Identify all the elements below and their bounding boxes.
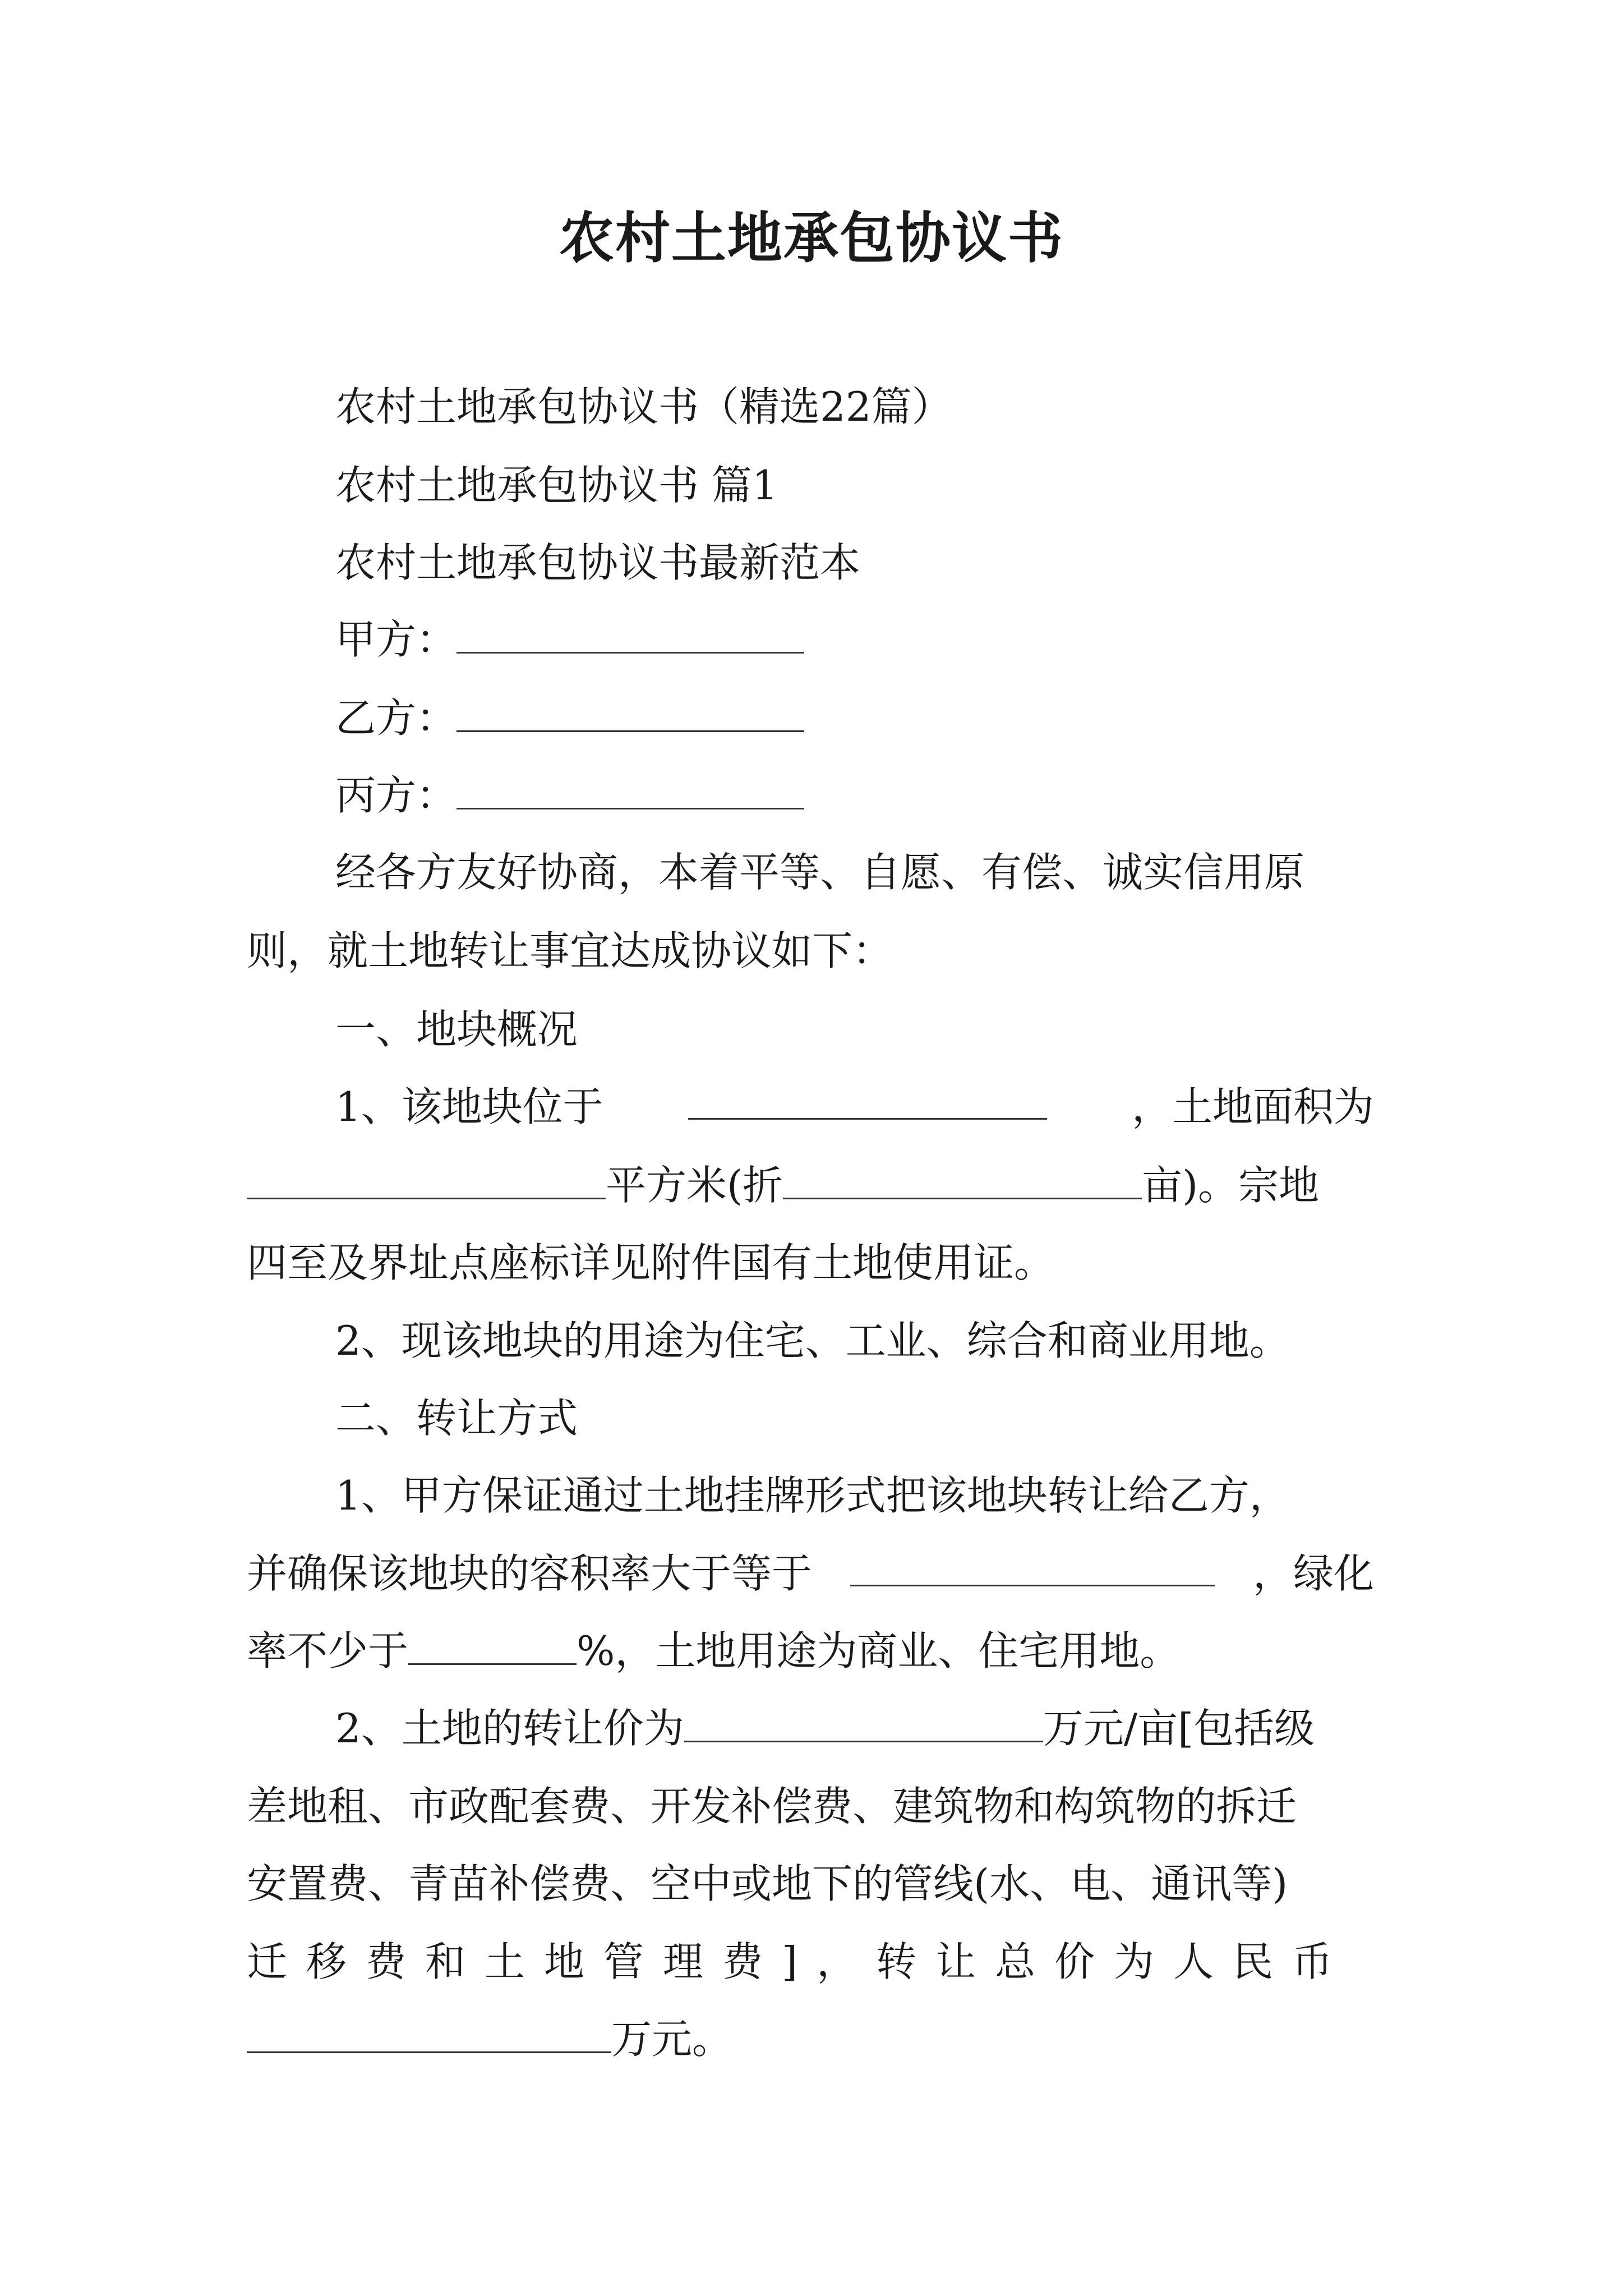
s2-item1-line-3 bbox=[247, 1623, 1374, 1679]
party-b-blank bbox=[457, 691, 804, 732]
s2-item2-text-a: 2、土地的转让价为 bbox=[335, 1705, 684, 1752]
s1-item2: 2、现该地块的用途为住宅、工业、综合和商业用地。 bbox=[335, 1317, 1290, 1364]
s2-item2-text-b: 万元/亩[包括级 bbox=[1043, 1705, 1315, 1752]
intro-line-1: 经各方友好协商，本着平等、自愿、有偿、诚实信用原 bbox=[335, 849, 1305, 896]
s2-item1-text-a: 并确保该地块的容积率大于等于 bbox=[247, 1550, 813, 1597]
s1-item1-text-c: 平方米(折 bbox=[606, 1162, 783, 1209]
subtitle-selection: 农村土地承包协议书（精选22篇） bbox=[335, 383, 952, 430]
s2-item2-line-2: 差地租、市政配套费、开发补偿费、建筑物和构筑物的拆迁 bbox=[247, 1783, 1297, 1830]
subtitle-part: 农村土地承包协议书 篇1 bbox=[335, 462, 778, 509]
s1-item1-text-b: ，土地面积为 bbox=[1131, 1083, 1374, 1130]
s1-item1-text-a: 1、该地块位于 bbox=[335, 1083, 603, 1130]
party-a-line bbox=[335, 611, 1374, 668]
plot-ratio-blank bbox=[850, 1545, 1215, 1586]
section-2-heading: 二、转让方式 bbox=[335, 1395, 578, 1442]
s1-item1-line-2 bbox=[247, 1157, 1374, 1213]
intro-line-2: 则，就土地转让事宜达成协议如下： bbox=[247, 927, 893, 974]
party-c-blank bbox=[457, 769, 804, 809]
green-rate-blank bbox=[408, 1624, 577, 1665]
party-b-line bbox=[335, 690, 1374, 746]
s2-item1-text-d: %，土地用途为商业、住宅用地。 bbox=[577, 1627, 1181, 1674]
s2-item2-line-3: 安置费、青苗补偿费、空中或地下的管线(水、电、通讯等) bbox=[247, 1860, 1288, 1907]
s2-item1-line-2 bbox=[247, 1545, 1374, 1602]
total-price-blank bbox=[247, 2012, 611, 2053]
price-per-mu-blank bbox=[684, 1701, 1043, 1742]
location-blank bbox=[688, 1079, 1047, 1120]
s2-item1-text-b: ，绿化 bbox=[1252, 1550, 1374, 1597]
party-a-label: 甲方： bbox=[335, 616, 457, 663]
subtitle-template: 农村土地承包协议书最新范本 bbox=[335, 539, 861, 586]
party-b-label: 乙方： bbox=[335, 694, 457, 742]
party-c-line bbox=[335, 767, 1374, 823]
s2-item1-line-1: 1、甲方保证通过土地挂牌形式把该地块转让给乙方， bbox=[335, 1472, 1290, 1519]
s2-item2-line-5 bbox=[247, 2011, 1374, 2067]
s1-item1-line-1 bbox=[335, 1079, 1374, 1135]
party-a-blank bbox=[457, 613, 804, 654]
s2-item2-text-e: 万元。 bbox=[611, 2016, 733, 2063]
section-1-heading: 一、地块概况 bbox=[335, 1006, 578, 1053]
s2-item1-text-c: 率不少于 bbox=[247, 1627, 409, 1674]
s2-item2-line-1 bbox=[335, 1700, 1374, 1756]
area-mu-blank bbox=[783, 1158, 1142, 1199]
s1-item1-line-3: 四至及界址点座标详见附件国有土地使用证。 bbox=[247, 1239, 1055, 1286]
party-c-label: 丙方： bbox=[335, 772, 457, 819]
area-sqm-blank bbox=[247, 1158, 606, 1199]
document-title: 农村土地承包协议书 bbox=[559, 206, 1064, 270]
s1-item1-text-d: 亩)。宗地 bbox=[1142, 1162, 1320, 1209]
s2-item2-line-4: 迁移费和土地管理费]，转让总价为人民币 bbox=[247, 1938, 1352, 1985]
